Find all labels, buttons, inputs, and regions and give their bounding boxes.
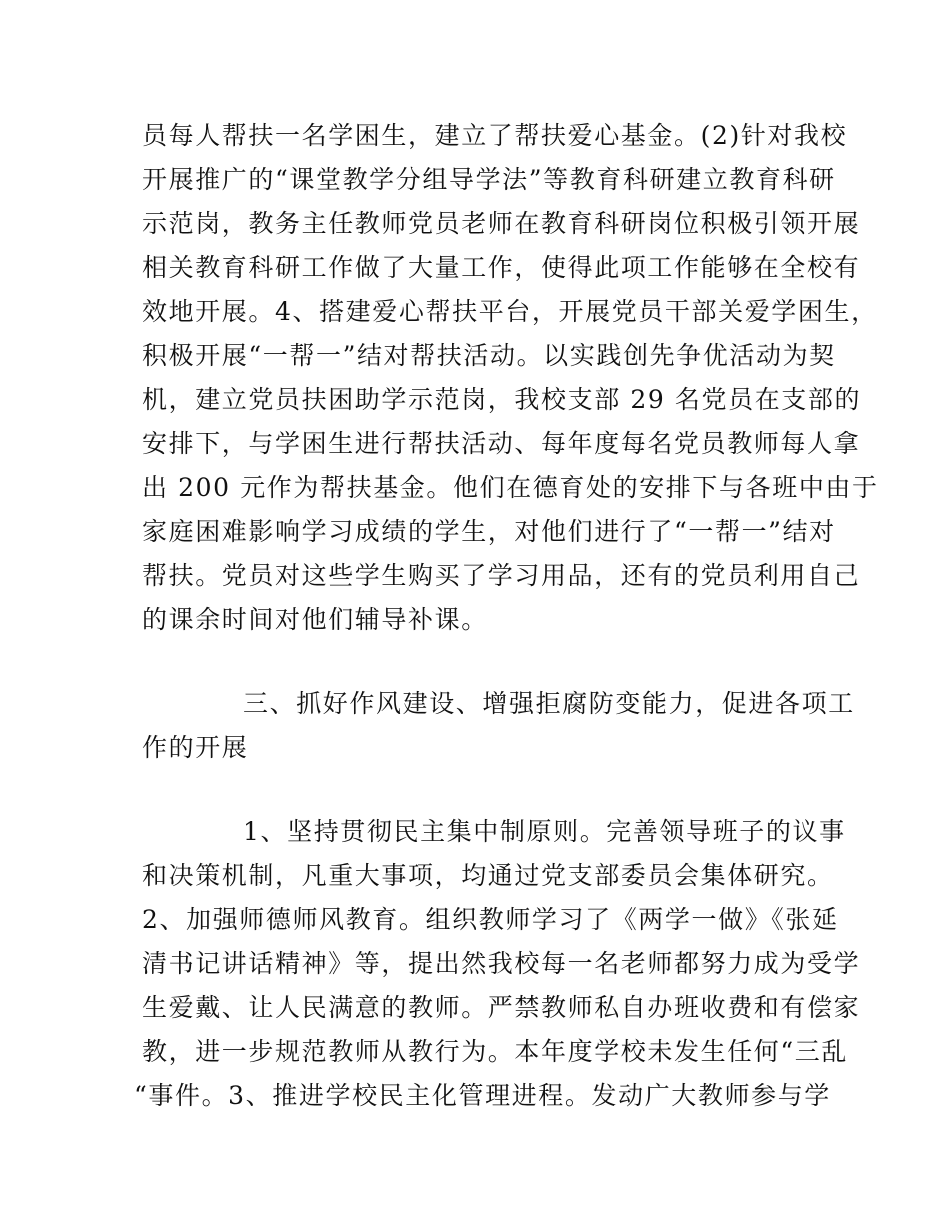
paragraph-2-line: “事件。3、推进学校民主化管理进程。发动广大教师参与学 <box>134 1081 831 1110</box>
paragraph-2-line: 和决策机制，凡重大事项，均通过党支部委员会集体研究。 <box>142 861 834 890</box>
section-heading: 作的开展 <box>142 733 249 762</box>
paragraph-1-line: 出 200 元作为帮扶基金。他们在德育处的安排下与各班中由于 <box>142 473 879 502</box>
paragraph-2-line: 清书记讲话精神》等，提出然我校每一名老师都努力成为受学 <box>142 949 861 978</box>
paragraph-1-line: 效地开展。4、搭建爱心帮扶平台，开展党员干部关爱学困生， <box>142 297 878 326</box>
paragraph-2-line: 生爱戴、让人民满意的教师。严禁教师私自办班收费和有偿家 <box>142 993 861 1022</box>
paragraph-1-line: 开展推广的“课堂教学分组导学法”等教育科研建立教育科研 <box>142 165 836 194</box>
paragraph-1-line: 帮扶。党员对这些学生购买了学习用品，还有的党员利用自己 <box>142 561 861 590</box>
paragraph-2-line: 1、坚持贯彻民主集中制原则。完善领导班子的议事 <box>243 817 846 846</box>
paragraph-1-line: 安排下，与学困生进行帮扶活动、每年度每名党员教师每人拿 <box>142 429 861 458</box>
paragraph-2-line: 教，进一步规范教师从教行为。本年度学校未发生任何“三乱 <box>142 1037 848 1066</box>
paragraph-1-line: 员每人帮扶一名学困生，建立了帮扶爱心基金。(2)针对我校 <box>142 121 848 150</box>
paragraph-1-line: 的课余时间对他们辅导补课。 <box>142 605 488 634</box>
paragraph-2-line: 2、加强师德师风教育。组织教师学习了《两学一做》《张延 <box>142 905 839 934</box>
paragraph-1-line: 示范岗，教务主任教师党员老师在教育科研岗位积极引领开展 <box>142 209 861 238</box>
section-heading: 三、抓好作风建设、增强拒腐防变能力，促进各项工 <box>243 689 855 718</box>
paragraph-1-line: 机，建立党员扶困助学示范岗，我校支部 29 名党员在支部的 <box>142 385 862 414</box>
paragraph-1-line: 相关教育科研工作做了大量工作，使得此项工作能够在全校有 <box>142 253 861 282</box>
paragraph-1-line: 家庭困难影响学习成绩的学生，对他们进行了“一帮一”结对 <box>142 517 836 546</box>
paragraph-1-line: 积极开展“一帮一”结对帮扶活动。以实践创先争优活动为契 <box>142 341 836 370</box>
